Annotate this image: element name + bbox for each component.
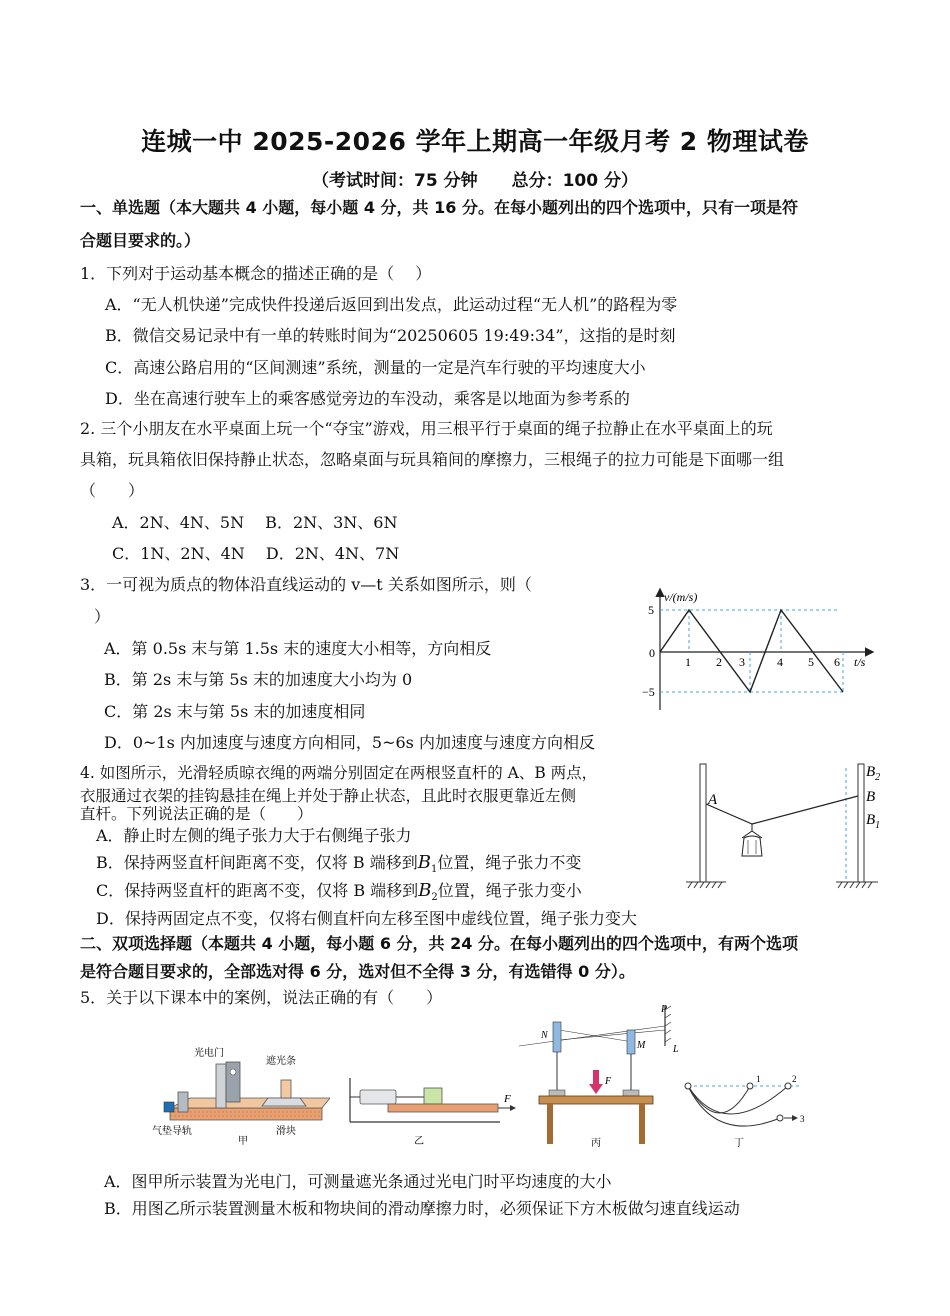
jia-photogate-label: 光电门: [194, 1048, 224, 1059]
bing-L-label: L: [673, 1044, 679, 1055]
vt-ytick-5: 5: [648, 603, 654, 617]
clothesline-figure: [680, 756, 885, 890]
section1-heading-line1: 一、单选题（本大题共 4 小题，每小题 4 分，共 16 分。在每小题列出的四个选项中，只有一项是符: [80, 198, 798, 217]
q5-stem: 5．关于以下课本中的案例，说法正确的有（ ）: [80, 988, 443, 1007]
vt-origin: 0: [649, 646, 655, 660]
clothes-icon: [742, 836, 762, 856]
q2-stem-line1: 2. 三个小朋友在水平桌面上玩一个“夺宝”游戏，用三根平行于桌面的绳子拉静止在水平桌面上的玩: [80, 419, 773, 438]
page-title: 连城一中 2025-2026 学年上期高一年级月考 2 物理试卷: [141, 127, 809, 156]
bing-caption: 丙: [591, 1138, 601, 1149]
vt-graph: [640, 586, 880, 720]
q4-option-c: C．保持两竖直杆的距离不变，仅将 B 端移到$B_2$位置，绳子张力变小: [96, 880, 582, 904]
yi-force-label: F: [504, 1093, 511, 1105]
label-B2: $B_2$: [866, 764, 881, 783]
ding-label-2: 2: [792, 1074, 797, 1084]
q4-option-a: A．静止时左侧的绳子张力大于右侧绳子张力: [96, 826, 412, 845]
ding-label-1: 1: [756, 1074, 761, 1084]
q3-option-a: A．第 0.5s 末与第 1.5s 末的速度大小相等，方向相反: [104, 639, 492, 658]
label-B: B: [866, 789, 876, 805]
q3-stem-line1: 3．一可视为质点的物体沿直线运动的 v—t 关系如图所示，则（: [80, 575, 532, 594]
q4-option-b: B．保持两竖直杆间距离不变，仅将 B 端移到$B_1$位置，绳子张力不变: [96, 852, 582, 876]
q2-options-row1: A．2N、4N、5N B．2N、3N、6N: [112, 513, 398, 532]
vt-xtick-4: 4: [777, 655, 783, 669]
q5-option-a: A．图甲所示装置为光电门，可测量遮光条通过光电门时平均速度的大小: [104, 1172, 612, 1191]
label-A: A: [708, 792, 718, 808]
figure-yi: [340, 1058, 520, 1150]
q3-option-b: B．第 2s 末与第 5s 末的加速度大小均为 0: [104, 670, 413, 689]
q2-options-row2: C．1N、2N、4N D．2N、4N、7N: [112, 544, 400, 563]
jia-caption: 甲: [238, 1136, 248, 1147]
right-pole: [858, 764, 864, 882]
vt-xtick-1: 1: [685, 655, 691, 669]
q1-option-b: B．微信交易记录中有一单的转账时间为“20250605 19:49:34”，这指的是时刻: [105, 326, 676, 345]
vt-xtick-3: 3: [739, 655, 745, 669]
left-pole: [700, 764, 706, 882]
q2-stem-line2: 具箱，玩具箱依旧保持静止状态，忽略桌面与玩具箱间的摩擦力，三根绳子的拉力可能是下面哪一组: [80, 450, 785, 469]
exam-info: （考试时间：75 分钟 总分：100 分）: [312, 171, 638, 191]
ding-label-3: 3: [800, 1114, 805, 1124]
figure-bing: [515, 1000, 685, 1150]
bing-N-label: N: [541, 1030, 548, 1041]
rope: [706, 796, 858, 824]
q4-stem-line2: 衣服通过衣架的挂钩悬挂在绳上并处于静止状态，且此时衣服更靠近左侧: [80, 787, 577, 805]
section1-heading-line2: 合题目要求的。）: [80, 231, 201, 250]
vt-ytick-neg5: −5: [642, 685, 655, 699]
jia-shade-label: 遮光条: [266, 1056, 296, 1067]
section2-heading-line2: 是符合题目要求的，全部选对得 6 分，选对但不全得 3 分，有选错得 0 分）。: [80, 962, 635, 981]
q1-option-d: D．坐在高速行驶车上的乘客感觉旁边的车没动，乘客是以地面为参考系的: [105, 389, 630, 408]
q3-option-d: D．0~1s 内加速度与速度方向相同，5~6s 内加速度与速度方向相反: [104, 733, 595, 752]
q4-stem-line1: 4. 如图所示，光滑轻质晾衣绳的两端分别固定在两根竖直杆的 A、B 两点，: [80, 764, 598, 782]
label-B1: $B_1$: [866, 812, 881, 831]
vt-x-label: t/s: [854, 655, 866, 669]
yi-caption: 乙: [414, 1136, 424, 1147]
vt-xtick-2: 2: [716, 655, 722, 669]
vt-series: [660, 610, 843, 692]
q4-option-d: D．保持两固定点不变，仅将右侧直杆向左移至图中虚线位置，绳子张力变大: [96, 909, 637, 928]
q3-stem-line2: ）: [94, 607, 111, 626]
vt-xtick-6: 6: [834, 655, 840, 669]
figure-ding: [670, 1060, 820, 1150]
section2-heading-line1: 二、双项选择题（本题共 4 小题，每小题 6 分，共 24 分。在每小题列出的四个选项中，有两个选项: [80, 934, 798, 953]
q1-option-c: C．高速公路启用的“区间测速”系统，测量的一定是汽车行驶的平均速度大小: [105, 358, 646, 377]
q4-stem-line3: 直杆。下列说法正确的是（ ）: [80, 805, 313, 823]
bing-F-label: F: [605, 1076, 612, 1087]
figure-jia: [150, 1040, 330, 1150]
jia-track-label: 气垫导轨: [152, 1126, 192, 1137]
bing-M-label: M: [637, 1040, 646, 1051]
q1-stem: 1．下列对于运动基本概念的描述正确的是（ ）: [80, 264, 432, 283]
ding-caption: 丁: [734, 1138, 744, 1149]
vt-xtick-5: 5: [808, 655, 814, 669]
vt-y-label: v/(m/s): [664, 590, 698, 604]
q1-option-a: A．“无人机快递”完成快件投递后返回到出发点，此运动过程“无人机”的路程为零: [105, 295, 678, 314]
q2-stem-line3: （ ）: [80, 481, 145, 500]
jia-slider-label: 滑块: [276, 1126, 296, 1137]
bing-P-label: P: [661, 1004, 668, 1015]
q3-option-c: C．第 2s 末与第 5s 末的加速度相同: [104, 702, 366, 721]
q5-option-b: B．用图乙所示装置测量木板和物块间的滑动摩擦力时，必须保证下方木板做匀速直线运动: [104, 1199, 740, 1218]
